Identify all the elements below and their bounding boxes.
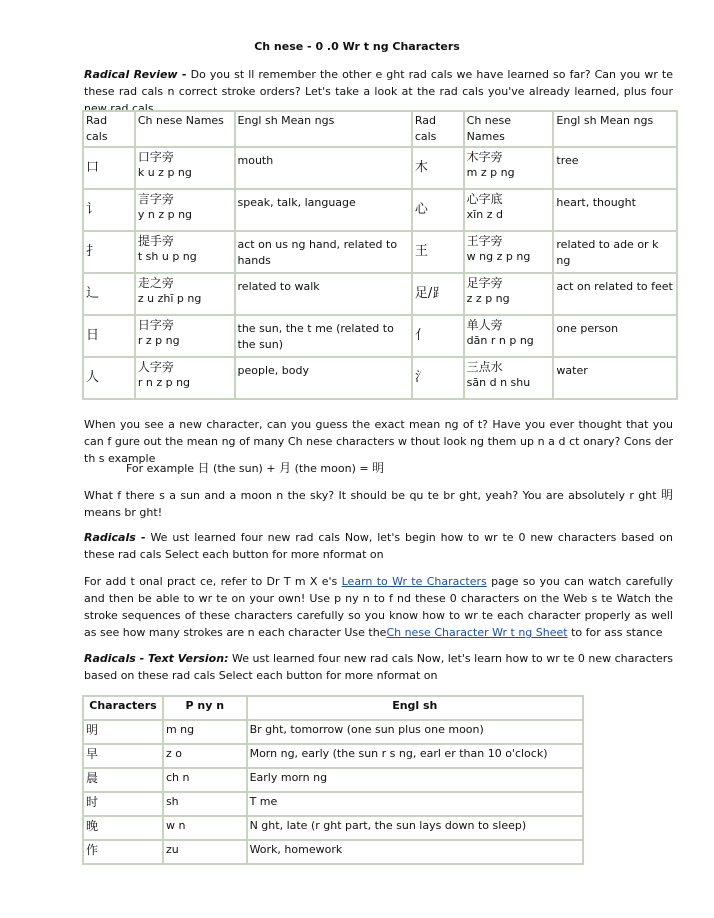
- practice-text-a: For add t onal pract ce, refer to Dr T m X e's: [84, 575, 342, 588]
- radicals-table: [82, 110, 678, 400]
- radical-cell: [412, 357, 464, 399]
- chinese-name-cell: [464, 357, 554, 399]
- chinese-name: 王字旁: [466, 234, 503, 248]
- characters-table-body: [83, 720, 583, 864]
- english-meaning: mouth: [237, 154, 274, 167]
- radical-row: [83, 147, 677, 189]
- pinyin: sān d n shu: [466, 376, 531, 389]
- pinyin: t sh u p ng: [137, 250, 197, 263]
- english-cell: Early morn ng: [247, 768, 583, 792]
- chinese-name: 提手旁: [137, 234, 174, 248]
- practice-paragraph: [84, 573, 673, 641]
- sun-text: (the sun) +: [213, 462, 276, 475]
- chinese-name-cell: [135, 273, 235, 315]
- radical-glyph: 心: [414, 202, 428, 217]
- guess-paragraph: When you see a new character, can you guess the exact mean ng of t? Have you ever thought that you can f gure out the mean ng of many Ch nese characters w thout look ng them up n a d ct onary? Cons der th s example: [84, 418, 673, 465]
- pinyin: r z p ng: [137, 334, 180, 347]
- radical-glyph: 氵: [414, 370, 428, 385]
- character-row: [83, 720, 583, 744]
- pinyin: z u zhī p ng: [137, 292, 202, 305]
- practice-text-b: page so you can watch carefully and then be able to wr te on your own! Use p ny n to f nd these 0 characters on the Web s te Watch the stroke sequences of these characters carefully so you know how to wr te each character properly as well as see how many strokes are n each character Use the: [84, 575, 673, 639]
- radical-glyph: 木: [414, 160, 428, 175]
- english-cell: Morn ng, early (the sun r s ng, earl er than 10 o'clock): [247, 744, 583, 768]
- chinese-name: 言字旁: [137, 192, 174, 206]
- pinyin: r n z p ng: [137, 376, 191, 389]
- radical-cell: [83, 315, 135, 357]
- text-version-label: Radicals - Text Version:: [84, 652, 229, 665]
- header-chinese-names: Ch nese Names: [135, 111, 235, 147]
- header-radicals: Rad cals: [83, 111, 135, 147]
- header-english-meanings: Engl sh Mean ngs: [235, 111, 412, 147]
- meaning-cell: [553, 189, 677, 231]
- meaning-cell: [553, 315, 677, 357]
- writing-sheet-link[interactable]: Ch nese Character Wr t ng Sheet: [386, 626, 568, 639]
- chinese-name: 三点水: [466, 360, 503, 374]
- what-text: What f there s a sun and a moon n the sky? It should be qu te br ght, yeah? You are absolutely r ght: [84, 489, 657, 502]
- page-title: Ch nese - 0 .0 Wr t ng Characters: [254, 40, 460, 53]
- radical-cell: [412, 315, 464, 357]
- character-cell: 明: [83, 720, 163, 744]
- chinese-name: 足字旁: [466, 276, 503, 290]
- chinese-name-cell: [135, 357, 235, 399]
- chinese-name-cell: [135, 231, 235, 273]
- meaning-cell: [235, 147, 412, 189]
- learn-to-write-link[interactable]: Learn to Wr te Characters: [341, 575, 487, 588]
- chinese-name-cell: [464, 315, 554, 357]
- radicals-text: We ust learned four new rad cals Now, let's begin how to wr te 0 new characters based on these rad cals Select each button for more nformat on: [84, 531, 673, 561]
- radical-cell: [412, 273, 464, 315]
- header-radicals-2: Rad cals: [412, 111, 464, 147]
- english-meaning: related to ade or k ng: [556, 238, 659, 267]
- pinyin-cell: sh: [163, 792, 247, 816]
- pinyin: w ng z p ng: [466, 250, 531, 263]
- pinyin-cell: m ng: [163, 720, 247, 744]
- bright-character: 明: [660, 488, 673, 502]
- chinese-name-cell: [135, 189, 235, 231]
- radical-glyph: 日: [86, 328, 100, 343]
- character-cell: 时: [83, 792, 163, 816]
- english-meaning: people, body: [237, 364, 309, 377]
- characters-header-row: [83, 696, 583, 720]
- radical-cell: [83, 189, 135, 231]
- english-meaning: tree: [556, 154, 579, 167]
- what-tail: means br ght!: [84, 506, 163, 519]
- radicals-table-body: [83, 147, 677, 399]
- radical-cell: [412, 147, 464, 189]
- character-row: [83, 744, 583, 768]
- radical-glyph: 人: [86, 370, 100, 385]
- english-meaning: act on us ng hand, related to hands: [237, 238, 398, 267]
- review-text: Do you st ll remember the other e ght rad cals we have learned so far? Can you wr te these rad cals n correct stroke orders? Let's take a look at the rad cals you've already learned, plus four new rad cals: [84, 68, 673, 115]
- meaning-cell: [235, 273, 412, 315]
- chinese-name: 口字旁: [137, 150, 174, 164]
- radical-glyph: 扌: [86, 244, 100, 259]
- english-meaning: heart, thought: [556, 196, 636, 209]
- radical-row: [83, 231, 677, 273]
- meaning-cell: [235, 357, 412, 399]
- characters-table: [82, 695, 584, 865]
- english-cell: Br ght, tomorrow (one sun plus one moon): [247, 720, 583, 744]
- chinese-name: 木字旁: [466, 150, 503, 164]
- radical-cell: [412, 189, 464, 231]
- pinyin-cell: ch n: [163, 768, 247, 792]
- radicals-paragraph: [84, 529, 673, 563]
- english-meaning: the sun, the t me (related to the sun): [237, 322, 394, 351]
- practice-text-c: to for ass stance: [567, 626, 663, 639]
- meaning-cell: [553, 231, 677, 273]
- radical-cell: [412, 231, 464, 273]
- header-english-meanings-2: Engl sh Mean ngs: [553, 111, 677, 147]
- moon-character: 月: [279, 461, 292, 475]
- result-character: 明: [372, 461, 385, 475]
- meaning-cell: [235, 189, 412, 231]
- radical-glyph: 口: [86, 160, 100, 175]
- radical-glyph: 辶: [86, 286, 100, 301]
- meaning-cell: [553, 147, 677, 189]
- character-row: [83, 840, 583, 864]
- radical-glyph: 王: [414, 244, 428, 259]
- radical-row: [83, 315, 677, 357]
- example-lead: For example: [126, 462, 195, 475]
- header-pinyin: P ny n: [163, 696, 247, 720]
- chinese-name: 单人旁: [466, 318, 503, 332]
- pinyin-cell: zu: [163, 840, 247, 864]
- radical-cell: [83, 231, 135, 273]
- text-version-text: We ust learned four new rad cals Now, let's learn how to wr te 0 new characters based on these rad cals Select each button for more nformat on: [84, 652, 673, 682]
- english-cell: N ght, late (r ght part, the sun lays down to sleep): [247, 816, 583, 840]
- chinese-name: 走之旁: [137, 276, 174, 290]
- header-characters: Characters: [83, 696, 163, 720]
- chinese-name: 心字底: [466, 192, 503, 206]
- chinese-name-cell: [464, 231, 554, 273]
- chinese-name-cell: [464, 189, 554, 231]
- character-cell: 作: [83, 840, 163, 864]
- radicals-label: Radicals -: [84, 531, 146, 544]
- english-meaning: water: [556, 364, 588, 377]
- pinyin-cell: z o: [163, 744, 247, 768]
- meaning-cell: [235, 315, 412, 357]
- character-cell: 晚: [83, 816, 163, 840]
- pinyin: xīn z d: [466, 208, 503, 221]
- pinyin-cell: w n: [163, 816, 247, 840]
- english-meaning: related to walk: [237, 280, 320, 293]
- character-row: [83, 816, 583, 840]
- meaning-cell: [553, 357, 677, 399]
- radical-row: [83, 189, 677, 231]
- moon-text: (the moon) =: [294, 462, 369, 475]
- radical-row: [83, 273, 677, 315]
- pinyin: dān r n p ng: [466, 334, 534, 347]
- english-cell: T me: [247, 792, 583, 816]
- english-meaning: speak, talk, language: [237, 196, 356, 209]
- text-version-paragraph: [84, 650, 673, 684]
- pinyin: y n z p ng: [137, 208, 193, 221]
- pinyin: k u z p ng: [137, 166, 192, 179]
- radicals-header-row: [83, 111, 677, 147]
- radical-cell: [83, 357, 135, 399]
- example-line: [126, 460, 626, 477]
- english-cell: Work, homework: [247, 840, 583, 864]
- meaning-cell: [235, 231, 412, 273]
- pinyin: z z p ng: [466, 292, 510, 305]
- radical-row: [83, 357, 677, 399]
- chinese-name: 日字旁: [137, 318, 174, 332]
- radical-glyph: 亻: [414, 328, 428, 343]
- chinese-name-cell: [135, 147, 235, 189]
- character-row: [83, 768, 583, 792]
- character-cell: 晨: [83, 768, 163, 792]
- review-label: Radical Review -: [84, 68, 187, 81]
- header-chinese-names-2: Ch nese Names: [464, 111, 554, 147]
- meaning-cell: [553, 273, 677, 315]
- radical-cell: [83, 273, 135, 315]
- chinese-name-cell: [135, 315, 235, 357]
- character-cell: 早: [83, 744, 163, 768]
- radical-cell: [83, 147, 135, 189]
- english-meaning: act on related to feet: [556, 280, 673, 293]
- chinese-name: 人字旁: [137, 360, 174, 374]
- chinese-name-cell: [464, 273, 554, 315]
- radical-glyph: 讠: [86, 202, 100, 217]
- chinese-name-cell: [464, 147, 554, 189]
- what-paragraph: [84, 487, 673, 521]
- header-english: Engl sh: [247, 696, 583, 720]
- english-meaning: one person: [556, 322, 619, 335]
- sun-character: 日: [197, 461, 210, 475]
- radical-glyph: 足/⻊: [414, 286, 446, 301]
- character-row: [83, 792, 583, 816]
- pinyin: m z p ng: [466, 166, 515, 179]
